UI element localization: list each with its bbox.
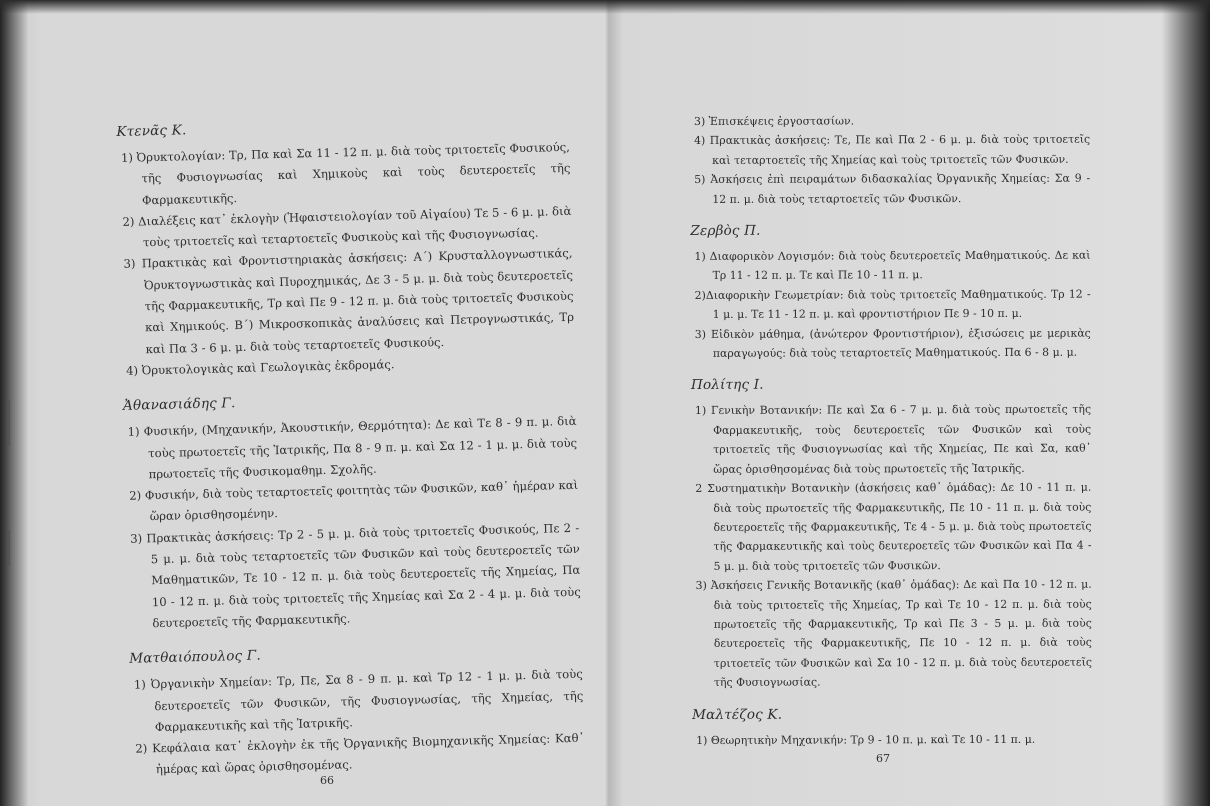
- top-shadow: [0, 0, 1210, 14]
- entry-section: [690, 111, 1090, 209]
- course-item: 1) Θεωρητικὴν Μηχανικήν: Τρ 9 - 10 π. μ. καὶ Τε 10 - 11 π. μ.: [696, 732, 1036, 747]
- course-item: 3) Πρακτικὰς καὶ Φροντιστηριακὰς ἀσκήσεις: Α´) Κρυσταλλογνωστικάς, Ὀρυκτογνωστικὰς καὶ Πυροχημικάς, Δε 3 - 5 μ. μ. διὰ τοὺς δευτεροετεῖς τῆς Φαρμακευτικῆς, Τρ καὶ Πε 9 - 12 π. μ. διὰ τοὺς τριτοετεῖς Φυσικοὺς καὶ Χημικούς. Β´) Μικροσκοπικὰς ἀναλύσεις καὶ Πετρογνωστικάς, Τρ καὶ Πα 3 - 6 μ. μ. διὰ τοὺς τεταρτοετεῖς Φυσικούς.: [123, 246, 575, 356]
- book-edge: [0, 0, 28, 806]
- author-heading: Πολίτης Ι.: [690, 377, 764, 394]
- margin-mark: [8, 530, 10, 566]
- course-item: 1) Γενικὴν Βοτανικήν: Πε καὶ Σα 6 - 7 μ. μ. διὰ τοὺς πρωτοετεῖς τῆς Φαρμακευτικῆς, τοὺς δευτεροετεῖς τῶν Φυσικῶν καὶ τοὺς τριτοετεῖς τῆς Φυσιογνωσίας καὶ τῆς Χημείας, Πε καὶ Σα, καθ᾽ ὥρας ὁρισθησομένας διὰ τοὺς πρωτοετεῖς τῆς Ἰατρικῆς.: [695, 403, 1092, 476]
- course-item: 2)Διαφορικὴν Γεωμετρίαν: διὰ τοὺς τριτοετεῖς Μαθηματικούς. Τρ 12 - 1 μ. μ. Τε 11 - 12 π. μ. καὶ φροντιστήριον Πε 9 - 10 π. μ.: [694, 287, 1091, 322]
- course-item: 1) Φυσικήν, (Μηχανικήν, Ἀκουστικήν, Θερμότητα): Δε καὶ Τε 8 - 9 π. μ. διὰ τοὺς πρωτοετεῖς τῆς Ἰατρικῆς, Πα 8 - 9 π. μ. καὶ Σα 12 - 1 μ. μ. διὰ τοὺς πρωτοετεῖς τῆς Φυσικομαθημ. Σχολῆς.: [127, 414, 578, 482]
- author-heading: Ματθαιόπουλος Γ.: [129, 647, 262, 668]
- margin-mark: [8, 400, 10, 446]
- author-heading: Μαλτέζος Κ.: [692, 706, 783, 723]
- right-page: [612, 0, 1187, 806]
- author-heading: Ζερβὸς Π.: [690, 222, 761, 240]
- course-item: 2) Φυσικήν, διὰ τοὺς τεταρτοετεῖς φοιτητὰς τῶν Φυσικῶν, καθ᾽ ἡμέραν καὶ ὥραν ὁρισθησομένην.: [129, 477, 579, 524]
- course-item: 3) Εἰδικὸν μάθημα, (ἀνώτερον Φροντιστήριον), ἐξισώσεις με μερικὰς παραγωγούς: διὰ τοὺς τεταρτοετεῖς Μαθηματικούς. Πα 6 - 8 μ. μ.: [694, 326, 1091, 360]
- course-item: 4) Ὀρυκτολογικὰς καὶ Γεωλογικὰς ἐκδρομάς.: [126, 357, 395, 378]
- course-item: 1) Διαφορικὸν Λογισμόν: διὰ τοὺς δευτεροετεῖς Μαθηματικούς. Δε καὶ Τρ 11 - 12 π. μ. Τε καὶ Πε 10 - 11 π. μ.: [694, 248, 1091, 283]
- course-item: 3) Πρακτικὰς ἀσκήσεις: Τρ 2 - 5 μ. μ. διὰ τοὺς τριτοετεῖς Φυσικούς, Πε 2 - 5 μ. μ. διὰ τοὺς τεταρτοετεῖς τῶν Φυσικῶν καὶ τοὺς δευτεροετεῖς τῶν Μαθηματικῶν, Τε 10 - 12 π. μ. διὰ τοὺς δευτεροετεῖς τῆς Χημείας, Πα 10 - 12 π. μ. διὰ τοὺς τριτοετεῖς τῆς Χημείας καὶ Σα 2 - 4 μ. μ. διὰ τοὺς δευτεροετεῖς τῆς Φαρμακευτικῆς.: [130, 520, 581, 631]
- entry-section: [114, 113, 575, 382]
- entry-section: [690, 222, 1090, 364]
- course-item: 2) Κεφάλαια κατ᾽ ἐκλογὴν ἐκ τῆς Ὀργανικῆς Βιομηχανικῆς Χημείας: Καθ᾽ ἡμέρας καὶ ὥρας ὁρισθησομένας.: [135, 730, 585, 777]
- right-page-column: [690, 111, 1092, 764]
- course-item: 4) Πρακτικὰς ἀσκήσεις: Τε, Πε καὶ Πα 2 - 6 μ. μ. διὰ τοὺς τριτοετεῖς καὶ τεταρτοετεῖς τῆς Χημείας καὶ τοὺς τριτοετεῖς τῶν Φυσικῶν.: [694, 133, 1091, 167]
- page-number: 67: [876, 752, 890, 765]
- course-item: 1) Ὀργανικὴν Χημείαν: Τρ, Πε, Σα 8 - 9 π. μ. καὶ Τρ 12 - 1 μ. μ. διὰ τοὺς δευτεροετεῖς τῶν Φυσικῶν, τῆς Φυσιογνωσίας, τῆς Χημείας, τῆς Φαρμακευτικῆς καὶ τῆς Ἰατρικῆς.: [133, 666, 584, 735]
- author-heading: Κτενᾶς Κ.: [116, 122, 187, 140]
- page-number: 66: [320, 774, 334, 787]
- course-item: 3) Ἐπισκέψεις ἐργοστασίων.: [694, 114, 855, 128]
- course-item: 2) Διαλέξεις κατ᾽ ἐκλογὴν (Ἡφαιστειολογίαν τοῦ Αἰγαίου) Τε 5 - 6 μ. μ. διὰ τοὺς τριτοετεῖς καὶ τεταρτοετεῖς Φυσικοὺς καὶ τῆς Φυσιογνωσίας.: [122, 203, 572, 250]
- course-item: 3) Ἀσκήσεις Γενικῆς Βοτανικῆς (καθ᾽ ὁμάδας): Δε καὶ Πα 10 - 12 π. μ. διὰ τοὺς τριτοετεῖς τῆς Χημείας, Τρ καὶ Τε 10 - 12 π. μ. διὰ τοὺς πρωτοετεῖς τῆς Φαρμακευτικῆς, Τρ καὶ Πε 3 - 5 μ. μ. διὰ τοὺς δευτεροετεῖς τῆς Φαρμακευτικῆς, Πε 10 - 12 π. μ. διὰ τοὺς τριτοετεῖς τῶν Φυσικῶν καὶ Σα 10 - 12 π. μ. διὰ τοὺς δευτεροετεῖς τῆς Φυσιογνωσίας.: [695, 577, 1092, 690]
- entry-section: [127, 640, 585, 782]
- entry-section: [692, 705, 1092, 750]
- left-page: [26, 0, 608, 806]
- left-page-column: [114, 107, 585, 798]
- author-heading: Ἀθανασιάδης Γ.: [122, 395, 236, 415]
- course-item: 2 Συστηματικὴν Βοτανικὴν (ἀσκήσεις καθ᾽ ὁμάδας): Δε 10 - 11 π. μ. διὰ τοὺς πρωτοετεῖς τῆς Φαρμακευτικῆς, Πε 10 - 11 π. μ. διὰ τοὺς δευτεροετεῖς τῆς Φαρμακευτικῆς, Τε 4 - 5 μ. μ. διὰ τοὺς πρωτοετεῖς τῆς Φαρμακευτικῆς καὶ τοὺς δευτεροετεῖς τῶν Φυσικῶν καὶ Πα 4 - 5 μ. μ. διὰ τοὺς τριτοετεῖς τῶν Φυσικῶν.: [695, 480, 1092, 573]
- entry-section: [121, 387, 582, 635]
- course-item: 1) Ὀρυκτολογίαν: Τρ, Πα καὶ Σα 11 - 12 π. μ. διὰ τοὺς τριτοετεῖς Φυσικούς, τῆς Φυσιογνωσίας καὶ Χημικοὺς καὶ τοὺς δευτεροετεῖς τῆς Φαρμακευτικῆς.: [120, 139, 571, 207]
- course-item: 5) Ἀσκήσεις ἐπὶ πειραμάτων διδασκαλίας Ὀργανικῆς Χημείας: Σα 9 - 12 π. μ. διὰ τοὺς τεταρτοετεῖς τῶν Φυσικῶν.: [694, 171, 1091, 206]
- entry-section: [691, 376, 1092, 692]
